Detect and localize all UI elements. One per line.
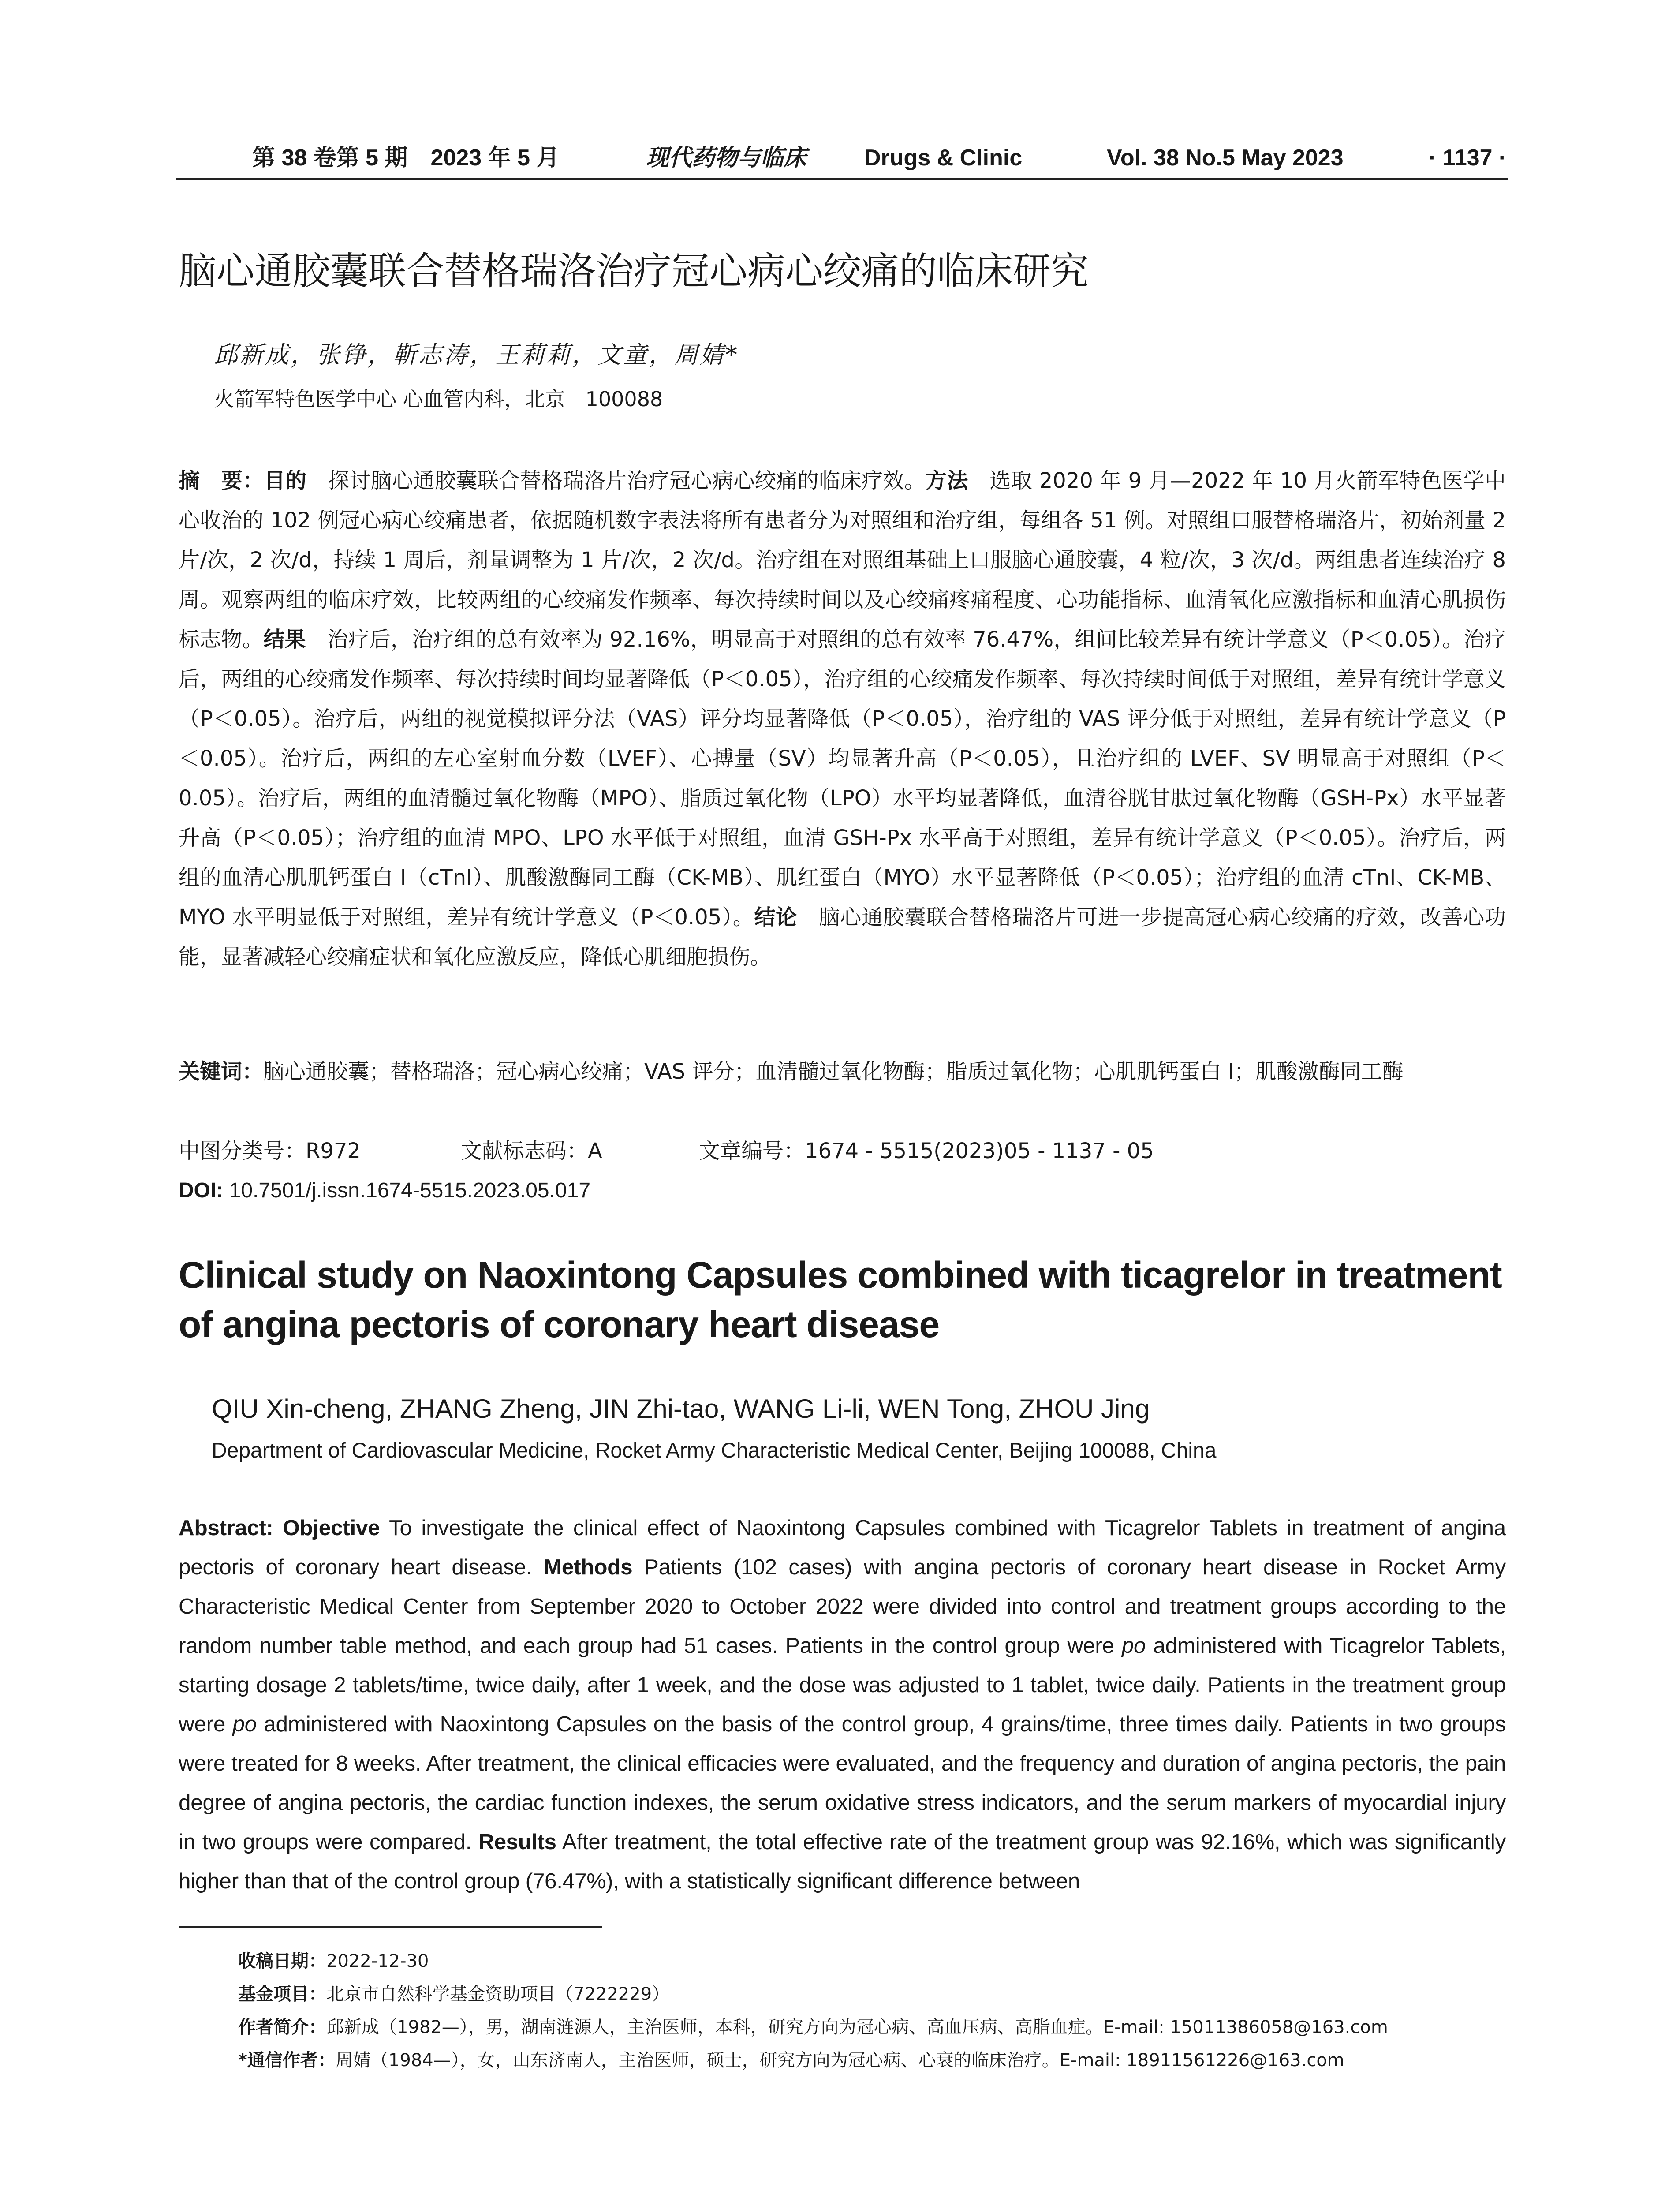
- corresponding-text: 周婧（1984—），女，山东济南人，主治医师，硕士，研究方向为冠心病、心衰的临床治疗。E-mail: 18911561226@163.com: [335, 2050, 1344, 2070]
- title-cn: 脑心通胶囊联合替格瑞洛治疗冠心病心绞痛的临床研究: [179, 249, 1089, 293]
- classification-line: [179, 1131, 1501, 1171]
- header-volume-en: Vol. 38 No.5 May 2023: [1107, 145, 1344, 171]
- abstract-en-methods-label: Methods: [543, 1555, 633, 1579]
- doi-value: 10.7501/j.issn.1674-5515.2023.05.017: [223, 1179, 591, 1202]
- doi-line: [179, 1171, 590, 1211]
- abstract-en-methods-1: Patients (102 cases) with angina pectoris of coronary heart disease in Rocket Army Characteristic Medical Center from September 2020 to October 2022 were divided into control and treatment groups according to the random number table method, and each group had 51 cases. Patients in the control group were: [179, 1555, 1506, 1658]
- received-label: 收稿日期：: [238, 1951, 326, 1971]
- abstract-cn-label: 摘 要：: [179, 468, 264, 493]
- footnote-author-bio: [238, 2011, 1517, 2044]
- footnote-fund: [238, 1978, 1517, 2011]
- received-date: 2022-12-30: [326, 1951, 429, 1971]
- bio-text: 邱新成（1982—），男，湖南涟源人，主治医师，本科，研究方向为冠心病、高血压病、高脂血症。E-mail: 15011386058@163.com: [326, 2017, 1388, 2037]
- clc-number: 中图分类号：R972: [179, 1139, 361, 1163]
- authors-cn: 邱新成，张铮，靳志涛，王莉莉，文童，周婧*: [214, 341, 739, 369]
- abstract-cn-conclusion-label: 结论: [754, 905, 797, 930]
- footnote-corresponding: [238, 2044, 1517, 2077]
- footnote-rule: [179, 1926, 602, 1928]
- footnote-received: [238, 1945, 1517, 1978]
- abstract-cn-conclusion: 脑心通胶囊联合替格瑞洛片可进一步提高冠心病心绞痛的疗效，改善心功能，显著减轻心绞痛症状和氧化应激反应，降低心肌细胞损伤。: [179, 905, 1506, 969]
- keywords-cn: [179, 1052, 1506, 1091]
- abstract-en-label: Abstract:: [179, 1516, 283, 1540]
- keywords-cn-label: 关键词：: [179, 1059, 264, 1084]
- header-journal-cn: 现代药物与临床: [646, 144, 807, 171]
- abstract-en-po-1: po: [1121, 1633, 1146, 1658]
- keywords-cn-text: 脑心通胶囊；替格瑞洛；冠心病心绞痛；VAS 评分；血清髓过氧化物酶；脂质过氧化物；心肌肌钙蛋白 I；肌酸激酶同工酶: [263, 1059, 1404, 1084]
- abstract-cn-objective: 探讨脑心通胶囊联合替格瑞洛片治疗冠心病心绞痛的临床疗效。: [306, 468, 926, 493]
- affiliation-cn: 火箭军特色医学中心 心血管内科，北京 100088: [214, 387, 663, 411]
- abstract-en-objective-label: Objective: [283, 1516, 380, 1540]
- article-number: 文章编号：1674 - 5515(2023)05 - 1137 - 05: [699, 1139, 1154, 1163]
- doi-label: DOI:: [179, 1179, 224, 1202]
- abstract-cn-results: 治疗后，治疗组的总有效率为 92.16%，明显高于对照组的总有效率 76.47%，组间比较差异有统计学意义（P＜0.05）。治疗后，两组的心绞痛发作频率、每次持续时间均显著降低（P＜0.05），治疗组的心绞痛发作频率、每次持续时间低于对照组，差异有统计学意义（P＜0.05）。治疗后，两组的视觉模拟评分法（VAS）评分均显著降低（P＜0.05），治疗组的 VAS 评分低于对照组，差异有统计学意义（P＜0.05）。治疗后，两组的左心室射血分数（LVEF）、心搏量（SV）均显著升高（P＜0.05），且治疗组的 LVEF、SV 明显高于对照组（P＜0.05）。治疗后，两组的血清髓过氧化物酶（MPO）、脂质过氧化物（LPO）水平均显著降低，血清谷胱甘肽过氧化物酶（GSH-Px）水平显著升高（P＜0.05）；治疗组的血清 MPO、LPO 水平低于对照组，血清 GSH-Px 水平高于对照组，差异有统计学意义（P＜0.05）。治疗后，两组的血清心肌肌钙蛋白 I（cTnI）、肌酸激酶同工酶（CK-MB）、肌红蛋白（MYO）水平显著降低（P＜0.05）；治疗组的血清 cTnI、CK-MB、MYO 水平明显低于对照组，差异有统计学意义（P＜0.05）。: [179, 627, 1506, 930]
- abstract-en-results-label: Results: [478, 1830, 556, 1854]
- corresponding-label: *通信作者：: [238, 2050, 336, 2070]
- abstract-en-po-2: po: [232, 1712, 257, 1736]
- abstract-cn-results-label: 结果: [263, 627, 306, 652]
- abstract-en-methods-2: administered with Ticagrelor Tablets, starting dosage 2 tablets/time, twice daily, after 1 week, and the dose was adjusted to 1 tablet, twice daily. Patients in the treatment group were: [179, 1633, 1506, 1736]
- footnotes: [238, 1945, 1517, 2077]
- header-volume-cn: 第 38 卷第 5 期 2023 年 5 月: [252, 145, 560, 171]
- fund-label: 基金项目：: [238, 1984, 326, 2004]
- header-rule: [176, 178, 1508, 180]
- abstract-en: [179, 1508, 1506, 1901]
- bio-label: 作者简介：: [238, 2017, 326, 2037]
- title-en: Clinical study on Naoxintong Capsules combined with ticagrelor in treatment of angina pectoris of coronary heart disease: [179, 1254, 1502, 1345]
- header-journal-en: Drugs & Clinic: [864, 145, 1023, 171]
- running-header: [176, 140, 1508, 180]
- abstract-cn-objective-label: 目的: [264, 468, 307, 493]
- fund-text: 北京市自然科学基金资助项目（7222229）: [326, 1984, 670, 2004]
- abstract-cn-methods: 选取 2020 年 9 月—2022 年 10 月火箭军特色医学中心收治的 102 例冠心病心绞痛患者，依据随机数字表法将所有患者分为对照组和治疗组，每组各 51 例。对照组口服替格瑞洛片，初始剂量 2 片/次，2 次/d，持续 1 周后，剂量调整为 1 片/次，2 次/d。治疗组在对照组基础上口服脑心通胶囊，4 粒/次，3 次/d。两组患者连续治疗 8 周。观察两组的临床疗效，比较两组的心绞痛发作频率、每次持续时间以及心绞痛疼痛程度、心功能指标、血清氧化应激指标和血清心肌损伤标志物。: [179, 468, 1506, 652]
- abstract-en-objective: To investigate the clinical effect of Naoxintong Capsules combined with Ticagrelor Tablets in treatment of angina pectoris of coronary heart disease.: [179, 1516, 1506, 1579]
- authors-en: QIU Xin-cheng, ZHANG Zheng, JIN Zhi-tao, WANG Li-li, WEN Tong, ZHOU Jing: [212, 1394, 1150, 1424]
- abstract-cn: [179, 461, 1506, 977]
- abstract-en-results: After treatment, the total effective rate of the treatment group was 92.16%, which was significantly higher than that of the control group (76.47%), with a statistically significant difference between: [179, 1830, 1506, 1893]
- affiliation-en: Department of Cardiovascular Medicine, Rocket Army Characteristic Medical Center, Beijing 100088, China: [212, 1439, 1217, 1462]
- header-page-number: · 1137 ·: [1429, 145, 1507, 171]
- document-code: 文献标志码：A: [461, 1139, 602, 1163]
- abstract-en-methods-3: administered with Naoxintong Capsules on the basis of the control group, 4 grains/time, three times daily. Patients in two groups were treated for 8 weeks. After treatment, the clinical efficacies were evaluated, and the frequency and duration of angina pectoris, the pain degree of angina pectoris, the cardiac function indexes, the serum oxidative stress indicators, and the serum markers of myocardial injury in two groups were compared.: [179, 1712, 1506, 1854]
- abstract-cn-methods-label: 方法: [926, 468, 968, 493]
